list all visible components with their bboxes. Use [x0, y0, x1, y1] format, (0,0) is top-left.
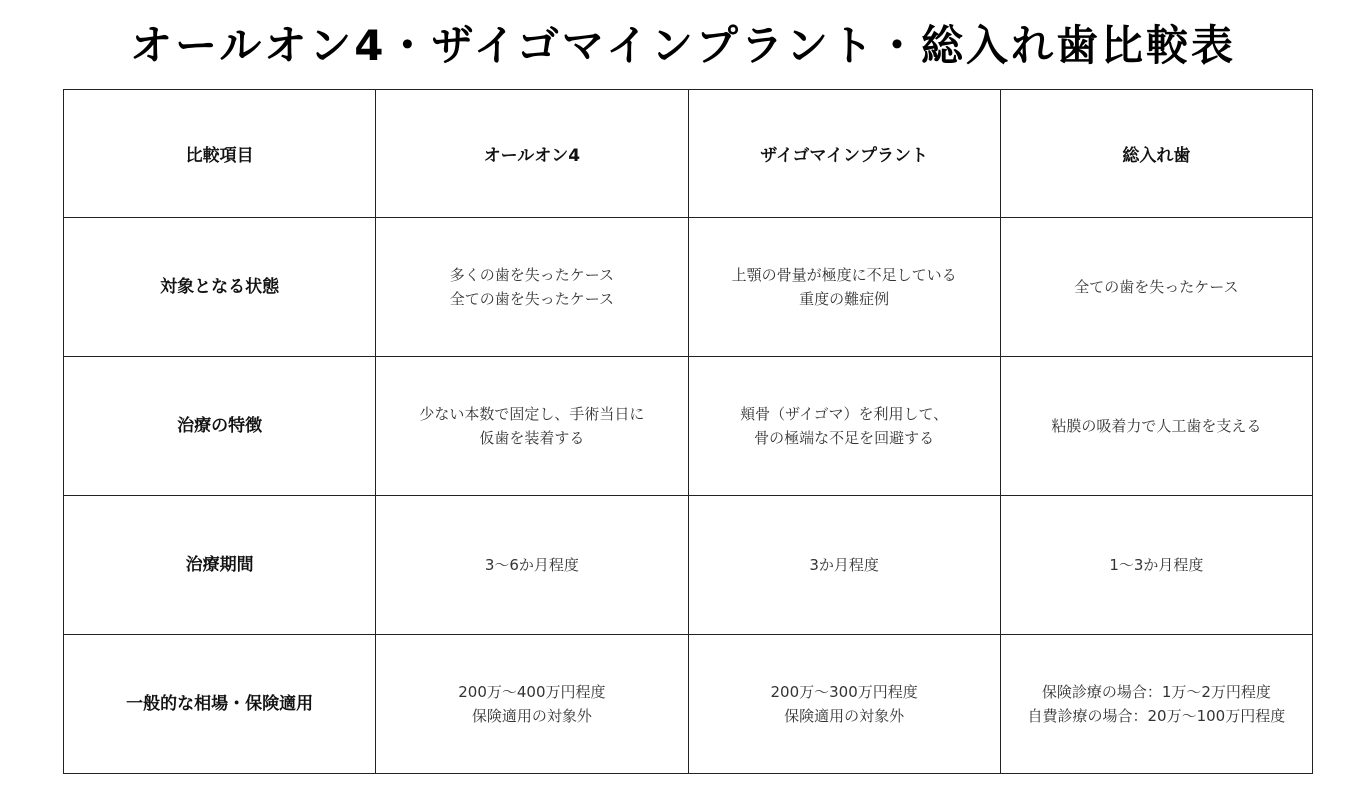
- comparison-table: [63, 89, 1313, 774]
- cell-line: 骨の極端な不足を回避する: [754, 429, 935, 447]
- table-cell: [1000, 357, 1312, 496]
- page-title: オールオン4・ザイゴマインプラント・総入れ歯比較表: [130, 21, 1236, 70]
- table-cell: [1000, 496, 1312, 635]
- table-cell: [688, 496, 1000, 635]
- column-header-zygoma-implant: ザイゴマインプラント: [688, 90, 1000, 218]
- table-cell: [376, 496, 688, 635]
- cell-line: 粘膜の吸着力で人工歯を支える: [1051, 417, 1262, 435]
- cell-line: 上顎の骨量が極度に不足している: [731, 266, 957, 284]
- cell-line: 200万〜300万円程度: [770, 683, 918, 701]
- table-row-treatment-period: [64, 496, 1313, 635]
- table-row-target-condition: [64, 218, 1313, 357]
- cell-line: 重度の難症例: [799, 290, 890, 308]
- table-cell: [1000, 635, 1312, 774]
- cell-line: 保険適用の対象外: [471, 707, 592, 725]
- cell-line: 保険適用の対象外: [784, 707, 905, 725]
- cell-line: 多くの歯を失ったケース: [449, 266, 614, 284]
- table-cell: [376, 218, 688, 357]
- cell-line: 保険診療の場合：1万〜2万円程度: [1041, 683, 1271, 701]
- table-header-row: [64, 90, 1313, 218]
- cell-line: 自費診療の場合：20万〜100万円程度: [1027, 707, 1286, 725]
- cell-line: 仮歯を装着する: [479, 429, 585, 447]
- cell-line: 1〜3か月程度: [1109, 556, 1204, 574]
- cell-line: 頬骨（ザイゴマ）を利用して、: [740, 405, 949, 423]
- column-header-all-on-4: オールオン4: [376, 90, 688, 218]
- table-cell: [376, 635, 688, 774]
- table-cell: [376, 357, 688, 496]
- table-row-treatment-features: [64, 357, 1313, 496]
- row-label: 治療の特徴: [64, 357, 376, 496]
- cell-line: 3か月程度: [809, 556, 879, 574]
- cell-line: 少ない本数で固定し、手術当日に: [419, 405, 645, 423]
- column-header-comparison-item: 比較項目: [64, 90, 376, 218]
- table-cell: [688, 635, 1000, 774]
- column-header-full-denture: 総入れ歯: [1000, 90, 1312, 218]
- cell-line: 全ての歯を失ったケース: [449, 290, 614, 308]
- cell-line: 200万〜400万円程度: [458, 683, 606, 701]
- table-cell: [688, 218, 1000, 357]
- table-cell: [1000, 218, 1312, 357]
- cell-line: 全ての歯を失ったケース: [1074, 278, 1239, 296]
- cell-line: 3〜6か月程度: [484, 556, 579, 574]
- row-label: 対象となる状態: [64, 218, 376, 357]
- row-label: 治療期間: [64, 496, 376, 635]
- table-cell: [688, 357, 1000, 496]
- table-row-cost-insurance: [64, 635, 1313, 774]
- row-label: 一般的な相場・保険適用: [64, 635, 376, 774]
